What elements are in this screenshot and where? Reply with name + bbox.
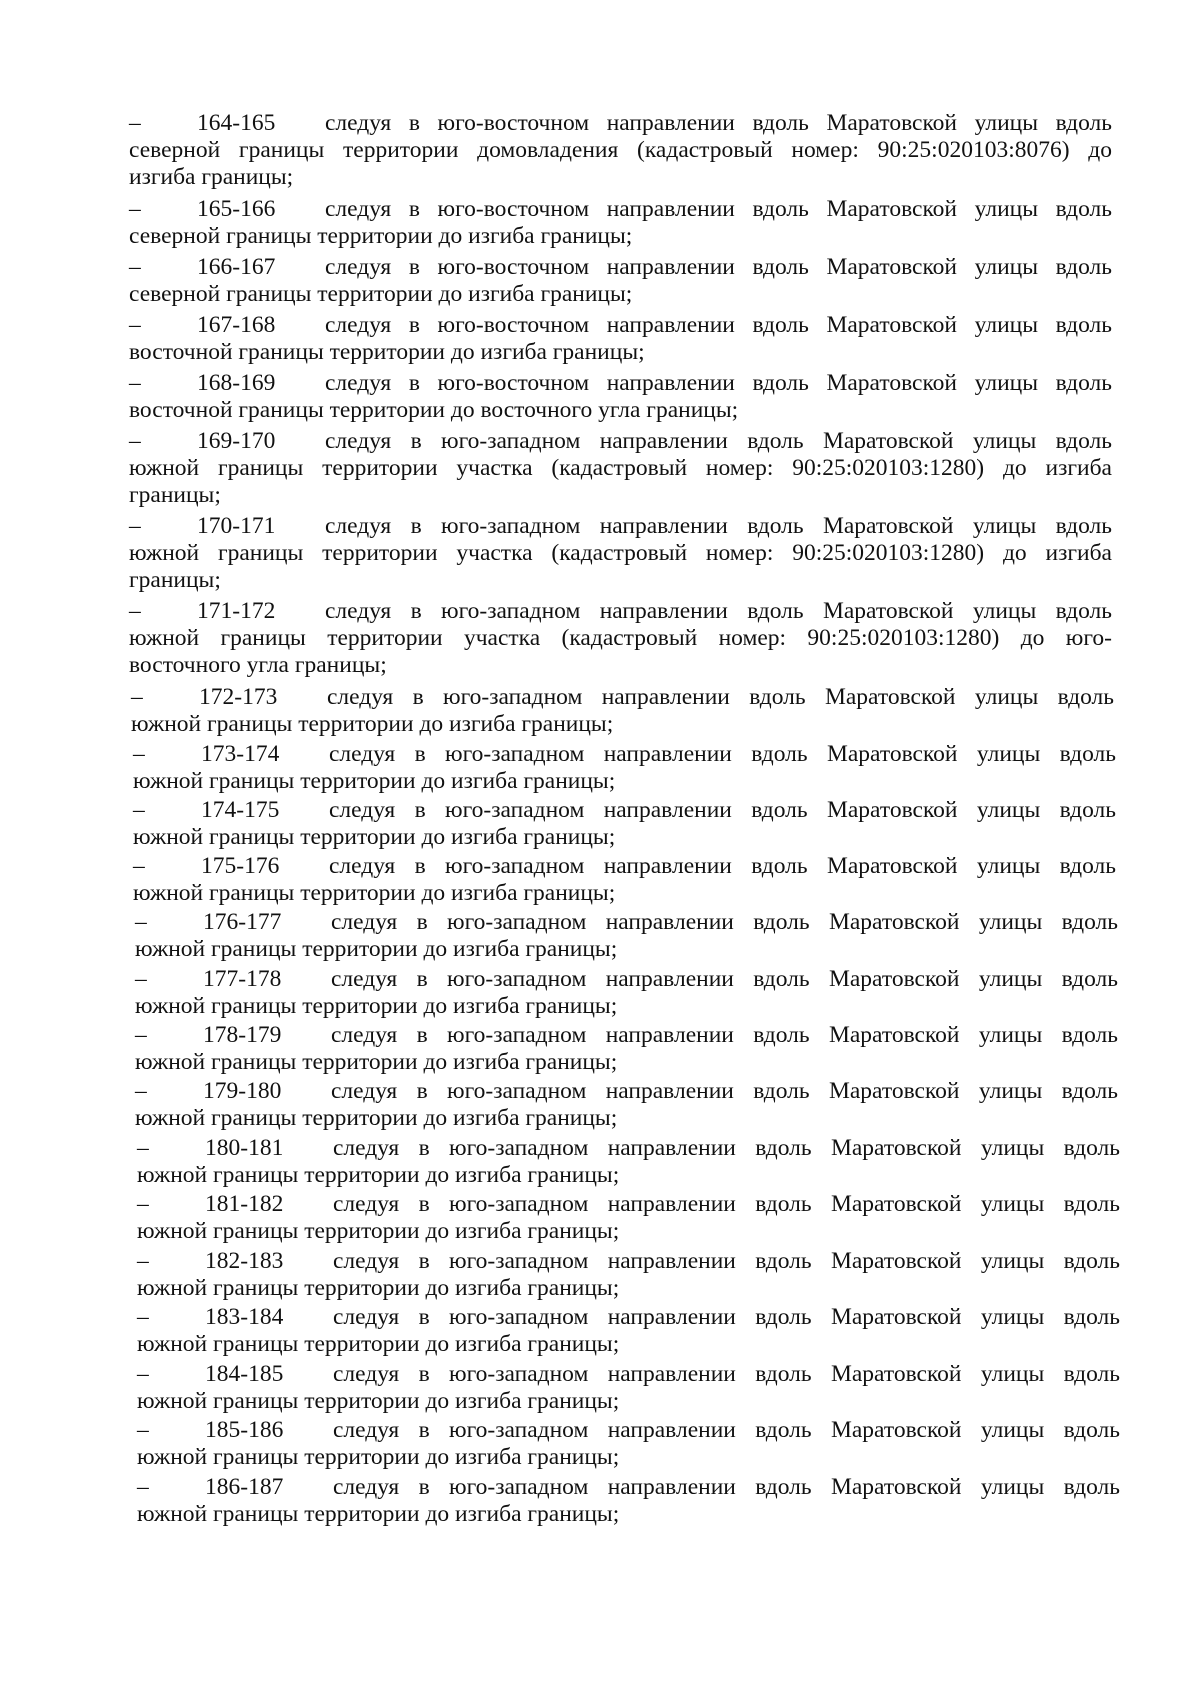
segment-number: 171-172 [197, 598, 276, 624]
list-dash: – [133, 797, 145, 823]
segment-description-line: границы; [129, 482, 221, 508]
list-item [135, 1078, 1118, 1132]
segment-description-line: южной границы территории до изгиба границы; [133, 880, 616, 906]
list-item [133, 741, 1116, 795]
entry-first-line [129, 110, 1112, 137]
entry-first-line [133, 797, 1116, 824]
segment-number: 179-180 [203, 1078, 282, 1104]
entry-first-line [135, 966, 1118, 993]
entry-first-line [137, 1417, 1120, 1444]
segment-number: 178-179 [203, 1022, 282, 1048]
list-item [129, 312, 1112, 366]
segment-description-line: северной границы территории до изгиба границы; [129, 281, 633, 307]
entry-first-line [137, 1248, 1120, 1275]
segment-number: 167-168 [197, 312, 276, 338]
segment-number: 184-185 [205, 1361, 284, 1387]
segment-number: 166-167 [197, 254, 276, 280]
list-dash: – [137, 1417, 149, 1443]
segment-description-line: южной границы территории до изгиба границы; [137, 1218, 620, 1244]
segment-description-line: изгиба границы; [129, 164, 294, 190]
segment-description-line: южной границы территории до изгиба границы; [137, 1444, 620, 1470]
entry-first-line [135, 1078, 1118, 1105]
segment-number: 175-176 [201, 853, 280, 879]
segment-description-lead: следуя в юго-западном направлении вдоль Маратовской улицы вдоль [333, 1361, 1120, 1387]
segment-description-line: южной границы территории до изгиба границы; [137, 1501, 620, 1527]
segment-description-lead: следуя в юго-западном направлении вдоль Маратовской улицы вдоль [333, 1474, 1120, 1500]
list-dash: – [129, 598, 141, 624]
list-item [137, 1304, 1120, 1358]
segment-number: 172-173 [199, 684, 278, 710]
segment-number: 164-165 [197, 110, 276, 136]
segment-description-lead: следуя в юго-западном направлении вдоль Маратовской улицы вдоль [327, 684, 1114, 710]
list-item [137, 1474, 1120, 1528]
segment-description-lead: следуя в юго-восточном направлении вдоль Маратовской улицы вдоль [325, 196, 1112, 222]
segment-description-line: южной границы территории участка (кадастровый номер: 90:25:020103:1280) до юго- [129, 625, 1112, 651]
list-dash: – [137, 1191, 149, 1217]
list-dash: – [137, 1248, 149, 1274]
list-dash: – [129, 370, 141, 396]
segment-description-line: северной границы территории до изгиба границы; [129, 223, 633, 249]
segment-number: 182-183 [205, 1248, 284, 1274]
list-item [129, 254, 1112, 308]
segment-description-lead: следуя в юго-западном направлении вдоль Маратовской улицы вдоль [333, 1248, 1120, 1274]
segment-description-lead: следуя в юго-восточном направлении вдоль Маратовской улицы вдоль [325, 110, 1112, 136]
entry-first-line [133, 853, 1116, 880]
entry-first-line [129, 598, 1112, 625]
list-item [129, 598, 1112, 679]
entry-first-line [129, 513, 1112, 540]
list-item [137, 1361, 1120, 1415]
list-item [129, 110, 1112, 191]
entry-first-line [129, 370, 1112, 397]
segment-description-line: южной границы территории до изгиба границы; [133, 768, 616, 794]
list-dash: – [137, 1474, 149, 1500]
list-dash: – [135, 1078, 147, 1104]
list-dash: – [129, 110, 141, 136]
entry-first-line [129, 312, 1112, 339]
segment-number: 181-182 [205, 1191, 284, 1217]
list-item [137, 1417, 1120, 1471]
segment-description-lead: следуя в юго-западном направлении вдоль Маратовской улицы вдоль [331, 966, 1118, 992]
segment-description-lead: следуя в юго-западном направлении вдоль Маратовской улицы вдоль [325, 513, 1112, 539]
list-dash: – [137, 1135, 149, 1161]
list-item [135, 966, 1118, 1020]
segment-number: 183-184 [205, 1304, 284, 1330]
segment-description-line: восточного угла границы; [129, 652, 387, 678]
entry-first-line [137, 1191, 1120, 1218]
segment-description-line: южной границы территории до изгиба границы; [137, 1331, 620, 1357]
segment-description-lead: следуя в юго-западном направлении вдоль Маратовской улицы вдоль [333, 1417, 1120, 1443]
list-item [131, 684, 1114, 738]
segment-description-line: южной границы территории участка (кадастровый номер: 90:25:020103:1280) до изгиба [129, 455, 1112, 481]
list-dash: – [129, 513, 141, 539]
list-dash: – [129, 254, 141, 280]
list-dash: – [129, 196, 141, 222]
segment-description-line: южной границы территории до изгиба границы; [137, 1162, 620, 1188]
segment-number: 185-186 [205, 1417, 284, 1443]
list-dash: – [137, 1361, 149, 1387]
segment-description-lead: следуя в юго-западном направлении вдоль Маратовской улицы вдоль [333, 1135, 1120, 1161]
segment-description-lead: следуя в юго-западном направлении вдоль Маратовской улицы вдоль [331, 909, 1118, 935]
segment-number: 180-181 [205, 1135, 284, 1161]
list-item [137, 1248, 1120, 1302]
segment-number: 165-166 [197, 196, 276, 222]
segment-description-lead: следуя в юго-западном направлении вдоль Маратовской улицы вдоль [325, 598, 1112, 624]
entry-first-line [129, 254, 1112, 281]
list-item [129, 196, 1112, 250]
entry-first-line [137, 1361, 1120, 1388]
segment-number: 169-170 [197, 428, 276, 454]
segment-description-line: южной границы территории до изгиба границы; [135, 1105, 618, 1131]
segment-description-line: южной границы территории до изгиба границы; [137, 1275, 620, 1301]
list-dash: – [133, 741, 145, 767]
segment-description-lead: следуя в юго-восточном направлении вдоль Маратовской улицы вдоль [325, 370, 1112, 396]
list-item [129, 428, 1112, 509]
list-item [137, 1191, 1120, 1245]
segment-number: 176-177 [203, 909, 282, 935]
entry-first-line [133, 741, 1116, 768]
segment-description-line: восточной границы территории до восточного угла границы; [129, 397, 739, 423]
list-item [129, 370, 1112, 424]
entry-first-line [129, 196, 1112, 223]
list-dash: – [135, 966, 147, 992]
segment-description-line: границы; [129, 567, 221, 593]
segment-description-line: северной границы территории домовладения (кадастровый номер: 90:25:020103:8076) до [129, 137, 1112, 163]
entry-first-line [137, 1304, 1120, 1331]
segment-description-lead: следуя в юго-западном направлении вдоль Маратовской улицы вдоль [333, 1304, 1120, 1330]
list-item [129, 513, 1112, 594]
entry-first-line [129, 428, 1112, 455]
segment-number: 170-171 [197, 513, 276, 539]
segment-description-line: южной границы территории до изгиба границы; [135, 936, 618, 962]
list-dash: – [131, 684, 143, 710]
segment-number: 186-187 [205, 1474, 284, 1500]
list-item [137, 1135, 1120, 1189]
list-dash: – [137, 1304, 149, 1330]
segment-description-line: южной границы территории до изгиба границы; [135, 993, 618, 1019]
list-item [133, 797, 1116, 851]
entry-first-line [131, 684, 1114, 711]
list-item [135, 909, 1118, 963]
segment-description-lead: следуя в юго-восточном направлении вдоль Маратовской улицы вдоль [325, 254, 1112, 280]
list-item [135, 1022, 1118, 1076]
segment-description-lead: следуя в юго-западном направлении вдоль Маратовской улицы вдоль [331, 1022, 1118, 1048]
segment-description-lead: следуя в юго-западном направлении вдоль Маратовской улицы вдоль [329, 853, 1116, 879]
segment-description-lead: следуя в юго-западном направлении вдоль Маратовской улицы вдоль [333, 1191, 1120, 1217]
segment-description-lead: следуя в юго-западном направлении вдоль Маратовской улицы вдоль [329, 741, 1116, 767]
segment-description-line: южной границы территории до изгиба границы; [131, 711, 614, 737]
segment-number: 174-175 [201, 797, 280, 823]
entry-first-line [135, 909, 1118, 936]
segment-description-line: южной границы территории до изгиба границы; [135, 1049, 618, 1075]
segment-description-line: южной границы территории до изгиба границы; [137, 1388, 620, 1414]
list-dash: – [129, 312, 141, 338]
segment-description-line: восточной границы территории до изгиба границы; [129, 339, 645, 365]
entry-first-line [137, 1474, 1120, 1501]
entry-first-line [135, 1022, 1118, 1049]
segment-number: 173-174 [201, 741, 280, 767]
segment-number: 168-169 [197, 370, 276, 396]
segment-number: 177-178 [203, 966, 282, 992]
segment-description-lead: следуя в юго-западном направлении вдоль Маратовской улицы вдоль [325, 428, 1112, 454]
list-dash: – [135, 909, 147, 935]
segment-description-lead: следуя в юго-восточном направлении вдоль Маратовской улицы вдоль [325, 312, 1112, 338]
list-dash: – [133, 853, 145, 879]
list-dash: – [129, 428, 141, 454]
entry-first-line [137, 1135, 1120, 1162]
segment-description-lead: следуя в юго-западном направлении вдоль Маратовской улицы вдоль [329, 797, 1116, 823]
list-dash: – [135, 1022, 147, 1048]
segment-description-line: южной границы территории участка (кадастровый номер: 90:25:020103:1280) до изгиба [129, 540, 1112, 566]
list-item [133, 853, 1116, 907]
segment-description-lead: следуя в юго-западном направлении вдоль Маратовской улицы вдоль [331, 1078, 1118, 1104]
segment-description-line: южной границы территории до изгиба границы; [133, 824, 616, 850]
